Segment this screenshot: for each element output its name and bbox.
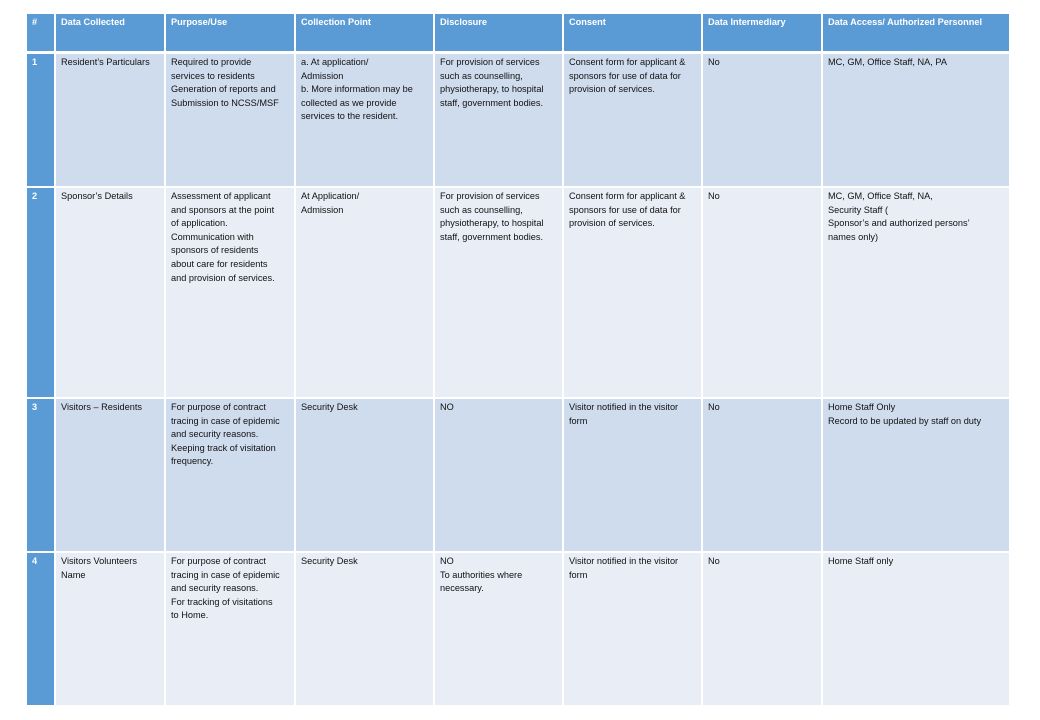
cell-data-access: Home Staff only (822, 552, 1010, 706)
cell-data-collected: Sponsor’s Details (55, 187, 165, 398)
cell-data-intermediary: No (702, 398, 822, 552)
cell-data-access: MC, GM, Office Staff, NA, Security Staff ( Sponsor’s and authorized persons’ names only) (822, 187, 1010, 398)
header-data-access: Data Access/ Authorized Personnel (822, 14, 1010, 53)
table-row (27, 398, 1010, 552)
header-collection-point: Collection Point (295, 14, 434, 53)
cell-purpose-use: For purpose of contract tracing in case of epidemic and security reasons. For tracking of visitations to Home. (165, 552, 295, 706)
cell-consent: Consent form for applicant & sponsors for use of data for provision of services. (563, 53, 702, 188)
cell-purpose-use: Required to provide services to residents Generation of reports and Submission to NCSS/MSF (165, 53, 295, 188)
cell-data-access: Home Staff Only Record to be updated by staff on duty (822, 398, 1010, 552)
table-row (27, 552, 1010, 706)
cell-data-intermediary: No (702, 552, 822, 706)
cell-data-intermediary: No (702, 187, 822, 398)
header-data-intermediary: Data Intermediary (702, 14, 822, 53)
cell-disclosure: For provision of services such as counselling, physiotherapy, to hospital staff, government bodies. (434, 187, 563, 398)
cell-disclosure: For provision of services such as counselling, physiotherapy, to hospital staff, government bodies. (434, 53, 563, 188)
cell-collection-point: Security Desk (295, 552, 434, 706)
cell-collection-point: At Application/ Admission (295, 187, 434, 398)
table-row (27, 187, 1010, 398)
row-number: 2 (27, 187, 55, 398)
cell-consent: Visitor notified in the visitor form (563, 398, 702, 552)
table-row (27, 53, 1010, 188)
header-consent: Consent (563, 14, 702, 53)
cell-data-collected: Resident’s Particulars (55, 53, 165, 188)
cell-purpose-use: Assessment of applicant and sponsors at the point of application. Communication with sponsors of residents about care for residents and provision of services. (165, 187, 295, 398)
cell-consent: Consent form for applicant & sponsors for use of data for provision of services. (563, 187, 702, 398)
cell-purpose-use: For purpose of contract tracing in case of epidemic and security reasons. Keeping track of visitation frequency. (165, 398, 295, 552)
data-protection-table-container (27, 14, 1010, 697)
header-data-collected: Data Collected (55, 14, 165, 53)
row-number: 1 (27, 53, 55, 188)
data-protection-table (27, 14, 1011, 707)
header-row (27, 14, 1010, 53)
cell-data-intermediary: No (702, 53, 822, 188)
row-number: 4 (27, 552, 55, 706)
cell-data-access: MC, GM, Office Staff, NA, PA (822, 53, 1010, 188)
header-disclosure: Disclosure (434, 14, 563, 53)
cell-data-collected: Visitors – Residents (55, 398, 165, 552)
cell-disclosure: NO (434, 398, 563, 552)
cell-collection-point: Security Desk (295, 398, 434, 552)
row-number: 3 (27, 398, 55, 552)
cell-consent: Visitor notified in the visitor form (563, 552, 702, 706)
cell-data-collected: Visitors Volunteers Name (55, 552, 165, 706)
header-number: # (27, 14, 55, 53)
header-purpose-use: Purpose/Use (165, 14, 295, 53)
cell-collection-point: a. At application/ Admission b. More information may be collected as we provide services to the resident. (295, 53, 434, 188)
cell-disclosure: NO To authorities where necessary. (434, 552, 563, 706)
